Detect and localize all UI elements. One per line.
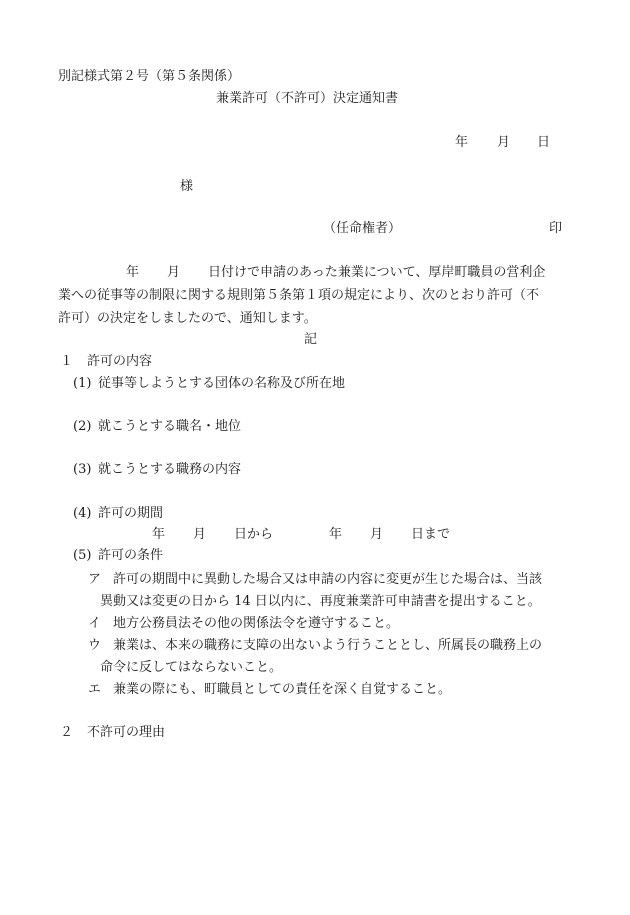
item-3-label: 就こうとする職務の内容 (98, 462, 242, 477)
condition-u-line-1: 兼業は、本来の職務に支障の出ないよう行うこととし、所属長の職務上の (113, 638, 543, 653)
date-month-label: 月 (497, 135, 511, 150)
period-from-month: 月 (193, 527, 207, 542)
item-4-number: (4) (73, 506, 92, 521)
item-2-label: 就こうとする職名・地位 (98, 419, 242, 434)
period-from-day: 日から (234, 527, 274, 542)
seal-mark: 印 (549, 221, 563, 236)
date-year-label: 年 (455, 135, 469, 150)
period-to-year: 年 (329, 527, 343, 542)
item-5-label: 許可の条件 (98, 548, 164, 563)
section-1-number: １ (60, 354, 74, 369)
document-title: 兼業許可（不許可）決定通知書 (216, 91, 399, 106)
condition-u-line-2: 命令に反してはならないこと。 (100, 660, 283, 675)
condition-e-marker: エ (88, 682, 102, 697)
item-4-label: 許可の期間 (98, 506, 164, 521)
issuer-role: （任命権者） (323, 221, 402, 236)
item-1-label: 従事等しようとする団体の名称及び所在地 (98, 376, 346, 391)
condition-e-line-1: 兼業の際にも、町職員としての責任を深く自覚すること。 (113, 682, 452, 697)
section-2-number: ２ (60, 725, 74, 740)
condition-i-marker: イ (88, 616, 102, 631)
body-year-label: 年 (126, 265, 140, 280)
form-label: 別記様式第２号（第５条関係） (58, 69, 241, 84)
section-1-title: 許可の内容 (87, 354, 153, 369)
body-month-label: 月 (167, 265, 181, 280)
item-5-number: (5) (73, 548, 92, 563)
body-text-line-1: 日付けで申請のあった兼業について、厚岸町職員の営利企 (208, 265, 546, 280)
section-2-title: 不許可の理由 (87, 725, 166, 740)
item-2-number: (2) (73, 419, 92, 434)
item-3-number: (3) (73, 462, 92, 477)
condition-a-marker: ア (88, 572, 102, 587)
date-day-label: 日 (537, 135, 551, 150)
condition-a-line-1: 許可の期間中に異動した場合又は申請の内容に変更が生じた場合は、当該 (113, 572, 543, 587)
period-to-day: 日まで (411, 527, 451, 542)
condition-u-marker: ウ (88, 638, 102, 653)
condition-i-line-1: 地方公務員法その他の関係法令を遵守すること。 (113, 616, 400, 631)
addressee-suffix: 様 (180, 179, 194, 194)
item-1-number: (1) (73, 376, 92, 391)
period-to-month: 月 (370, 527, 384, 542)
ki-marker: 記 (304, 332, 318, 347)
period-from-year: 年 (152, 527, 166, 542)
condition-a-line-2: 異動又は変更の日から 14 日以内に、再度兼業許可申請書を提出すること。 (100, 594, 541, 609)
body-text-line-2: 業への従事等の制限に関する規則第５条第１項の規定により、次のとおり許可（不 (58, 288, 540, 303)
body-text-line-3: 許可）の決定をしましたので、通知します。 (58, 311, 317, 326)
